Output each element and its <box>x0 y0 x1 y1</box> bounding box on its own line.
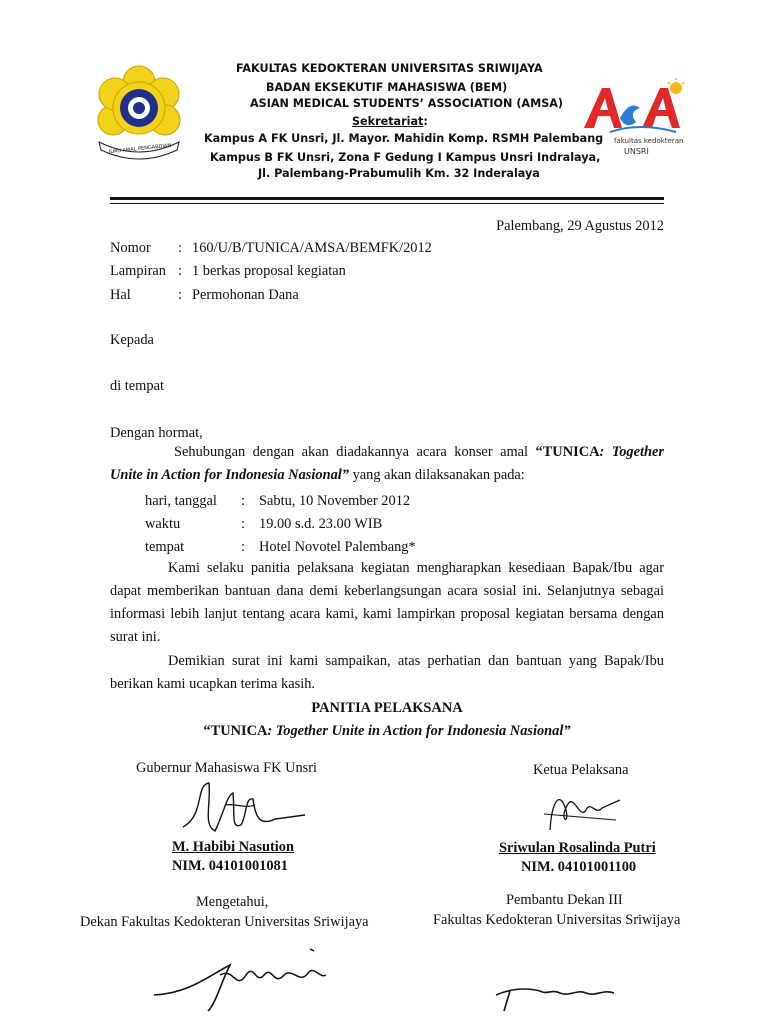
right-signatory-nim: NIM. 04101001100 <box>521 859 637 875</box>
left-signatory-role: Gubernur Mahasiswa FK Unsri <box>136 760 318 776</box>
detail-colon: : <box>241 516 245 532</box>
detail-label-place: tempat <box>145 539 185 555</box>
detail-label-date: hari, tanggal <box>145 493 217 509</box>
committee-title: PANITIA PELAKSANA <box>311 700 463 716</box>
unsri-logo-motto: ILMU AMAL PENGABDIAN <box>108 142 172 156</box>
detail-value-place: Hotel Novotel Palembang* <box>259 539 416 555</box>
vice-dean-title: Pembantu Dekan III <box>506 892 623 908</box>
dean-title: Dekan Fakultas Kedokteran Universitas Sriwijaya <box>80 914 369 930</box>
letterhead-address-1: Kampus A FK Unsri, Jl. Mayor. Mahidin Komp. RSMH Palembang <box>204 132 604 145</box>
recipient-to: Kepada <box>110 332 154 348</box>
paragraph-request: Kami selaku panitia pelaksana kegiatan mengharapkan kesediaan Bapak/Ibu agar dapat memberikan bantuan dana demi keberlangsungan acara sosial ini. Selanjutnya sebagai informasi lebih lanjut tentang acara kami, kami lampirkan proposal kegiatan bersama dengan surat ini. <box>110 560 664 645</box>
signature-left <box>175 775 315 845</box>
meta-colon: : <box>178 263 182 279</box>
paragraph-intro: Sehubungan dengan akan diadakannya acara konser amal “TUNICA: Together Unite in Action for Indonesia Nasional” yang akan dilaksanakan pada: <box>110 444 664 483</box>
meta-value-nomor: 160/U/B/TUNICA/AMSA/BEMFK/2012 <box>192 240 432 256</box>
letterhead-secretariat: Sekretariat: <box>352 115 428 128</box>
detail-colon: : <box>241 493 245 509</box>
right-signatory-name: Sriwulan Rosalinda Putri <box>499 840 656 856</box>
letterhead-amsa: ASIAN MEDICAL STUDENTS’ ASSOCIATION (AMSA) <box>250 97 564 110</box>
meta-label-nomor: Nomor <box>110 240 151 256</box>
amsa-logo-unsri: UNSRI <box>624 147 649 156</box>
letterhead-address-2: Kampus B FK Unsri, Zona F Gedung I Kampus Unsri Indralaya, <box>210 151 601 164</box>
meta-colon: : <box>178 240 182 256</box>
amsa-logo-subtitle: fakultas kedokteran <box>614 137 684 145</box>
letterhead-address-3: Jl. Palembang-Prabumulih Km. 32 Inderalaya <box>258 167 540 180</box>
meta-value-hal: Permohonan Dana <box>192 287 299 303</box>
secretariat-label: Sekretariat <box>352 115 424 128</box>
signature-vice-dean <box>490 965 640 1015</box>
left-signatory-nim: NIM. 04101001081 <box>172 858 288 874</box>
letterhead-faculty: FAKULTAS KEDOKTERAN UNIVERSITAS SRIWIJAYA <box>236 62 543 75</box>
recipient-place: di tempat <box>110 378 164 394</box>
paragraph-closing: Demikian surat ini kami sampaikan, atas perhatian dan bantuan yang Bapak/Ibu berikan kami ucapkan terima kasih. <box>110 653 664 692</box>
place-date: Palembang, 29 Agustus 2012 <box>496 218 664 234</box>
meta-value-lampiran: 1 berkas proposal kegiatan <box>192 263 346 279</box>
letterhead-bem: BADAN EKSEKUTIF MAHASISWA (BEM) <box>266 81 508 94</box>
right-signatory-role: Ketua Pelaksana <box>533 762 629 778</box>
meta-label-lampiran: Lampiran <box>110 263 166 279</box>
detail-value-date: Sabtu, 10 November 2012 <box>259 493 411 509</box>
detail-colon: : <box>241 539 245 555</box>
signature-dean <box>150 945 350 1015</box>
greeting: Dengan hormat, <box>110 425 203 441</box>
left-signatory-name: M. Habibi Nasution <box>172 839 294 855</box>
meta-label-hal: Hal <box>110 287 131 303</box>
letterhead-rule-thick <box>110 197 664 200</box>
signature-right <box>540 780 630 840</box>
committee-event: “TUNICA: Together Unite in Action for Indonesia Nasional” <box>203 723 571 739</box>
amsa-logo <box>580 78 690 138</box>
meta-colon: : <box>178 287 182 303</box>
detail-label-time: waktu <box>145 516 181 532</box>
vice-dean-faculty: Fakultas Kedokteran Universitas Sriwijaya <box>433 912 681 928</box>
detail-value-time: 19.00 s.d. 23.00 WIB <box>259 516 383 532</box>
acknowledged-label: Mengetahui, <box>196 894 269 910</box>
letterhead-rule-thin <box>110 203 664 204</box>
